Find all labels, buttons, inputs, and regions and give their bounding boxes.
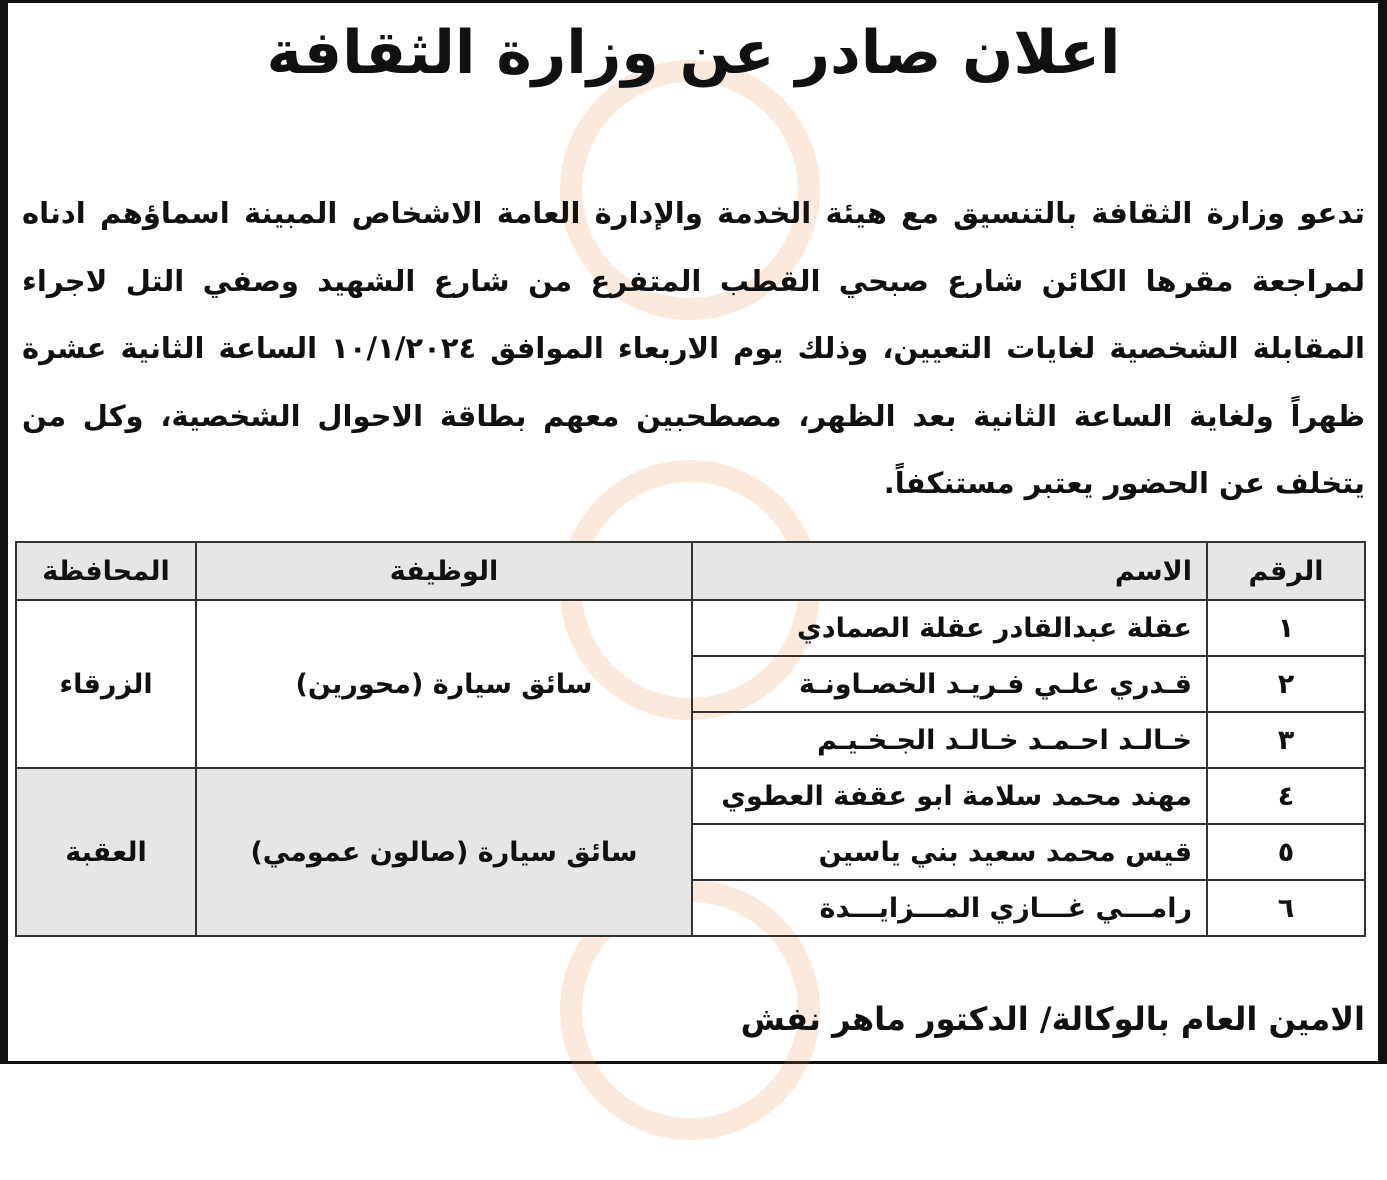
row-name: رامـــي غـــازي المـــزايـــدة — [692, 880, 1207, 936]
row-province: الزرقاء — [16, 600, 196, 768]
header-job: الوظيفة — [196, 542, 692, 600]
table-header-row — [16, 542, 1365, 600]
row-number: ٤ — [1207, 768, 1365, 824]
row-name: قيس محمد سعيد بني ياسين — [692, 824, 1207, 880]
announcement-body: تدعو وزارة الثقافة بالتنسيق مع هيئة الخدمة والإدارة العامة الاشخاص المبينة اسماؤهم ادناه لمراجعة مقرها الكائن شارع صبحي القطب المتفرع من شارع الشهيد وصفي التل لاجراء المقابلة الشخصية لغايات التعيين، وذلك يوم الاربعاء الموافق ١٠/١/٢٠٢٤ الساعة الثانية عشرة ظهراً ولغاية الساعة الثانية بعد الظهر، مصطحبين معهم بطاقة الاحوال الشخصية، وكل من يتخلف عن الحضور يعتبر مستنكفاً. — [22, 196, 1365, 500]
row-name: عقلة عبدالقادر عقلة الصمادي — [692, 600, 1207, 656]
row-number: ٢ — [1207, 656, 1365, 712]
table-row — [16, 600, 1365, 656]
row-name: مهند محمد سلامة ابو عقفة العطوي — [692, 768, 1207, 824]
announcement-title: اعلان صادر عن وزارة الثقافة — [266, 18, 1121, 88]
row-number: ٣ — [1207, 712, 1365, 768]
header-province: المحافظة — [16, 542, 196, 600]
header-number: الرقم — [1207, 542, 1365, 600]
table-row — [16, 768, 1365, 824]
row-number: ٥ — [1207, 824, 1365, 880]
header-name: الاسم — [692, 542, 1207, 600]
row-province: العقبة — [16, 768, 196, 936]
row-name: خـالـد احـمـد خـالـد الجـخـيـم — [692, 712, 1207, 768]
row-job: سائق سيارة (صالون عمومي) — [196, 768, 692, 936]
row-job: سائق سيارة (محورين) — [196, 600, 692, 768]
row-name: قـدري علـي فـريـد الخصـاونـة — [692, 656, 1207, 712]
candidates-table — [15, 541, 1366, 937]
row-number: ٦ — [1207, 880, 1365, 936]
row-number: ١ — [1207, 600, 1365, 656]
signature-line: الامين العام بالوكالة/ الدكتور ماهر نفش — [740, 1000, 1365, 1038]
